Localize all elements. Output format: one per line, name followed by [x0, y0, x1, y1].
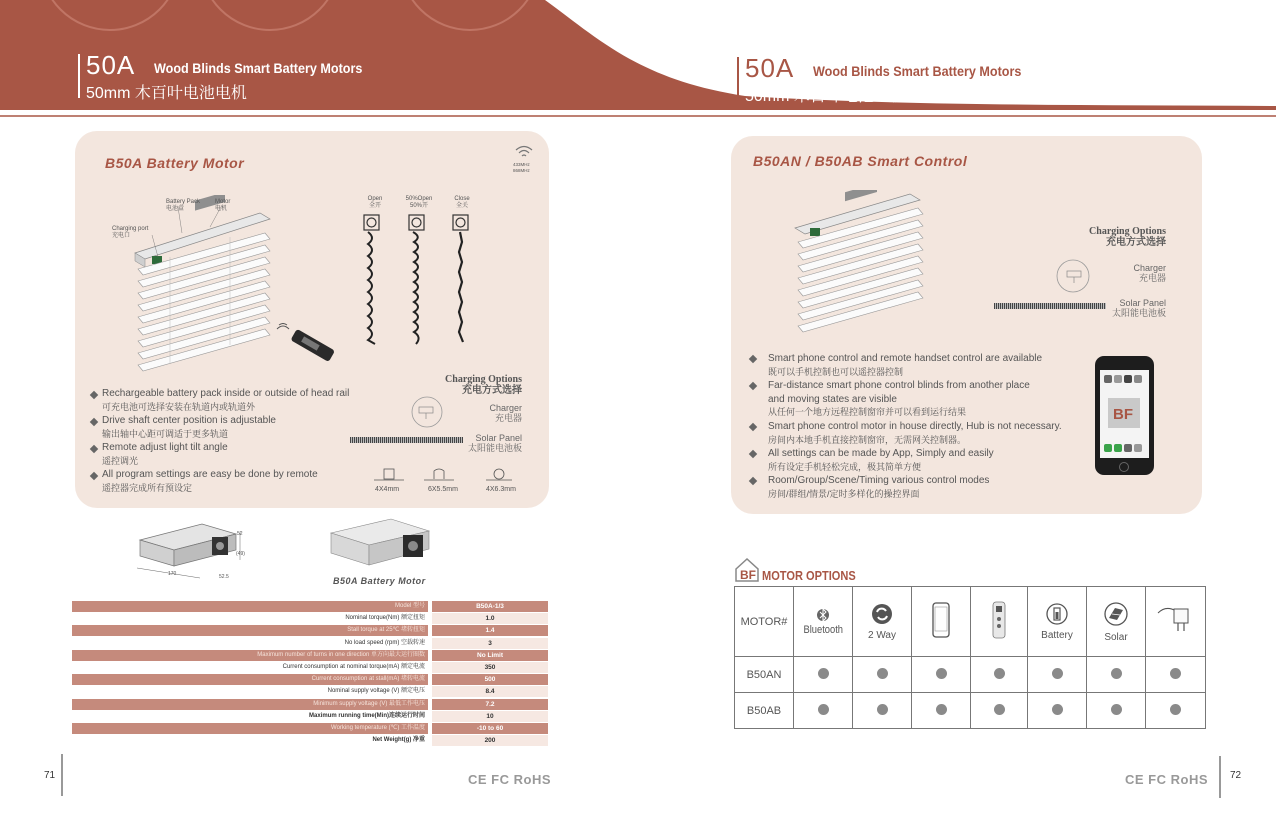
bf-house-icon: [734, 557, 760, 583]
left-solar-label: Solar Panel 太阳能电池板: [467, 433, 522, 453]
position-open-label: Open 全开: [367, 196, 383, 209]
remote-cell: [971, 587, 1028, 657]
dim-height: 52: [237, 531, 243, 537]
phone-cell: [912, 587, 971, 657]
availability-dot: [1170, 668, 1181, 679]
left-bullet-4: All program settings are easy be done by remote 遥控器完成所有预设定: [102, 469, 318, 493]
certification-marks-right: CE FC RoHS: [1125, 772, 1208, 787]
left-bullet-1: Rechargeable battery pack inside or outside of head rail 可充电池可选择安装在轨道内或轨道外: [102, 388, 350, 412]
motor-options-title: MOTOR OPTIONS: [762, 568, 856, 583]
page-divider: [61, 754, 63, 796]
header-title-en: Wood Blinds Smart Battery Motors: [154, 60, 363, 76]
motor-product-photo: [325, 515, 435, 575]
availability-dot: [1170, 704, 1181, 715]
frequency-label: 433MHz 868MHz: [513, 162, 530, 173]
right-charger-label: Charger 充电器: [1133, 263, 1166, 283]
right-bullet-1: Smart phone control and remote handset control are available 既可以手机控制也可以遥控器控制: [768, 353, 1043, 377]
right-solar-label: Solar Panel 太阳能电池板: [1111, 298, 1166, 318]
header-title-cn: 50mm 木百叶电池电机: [86, 85, 247, 102]
battery-cell: [1028, 587, 1087, 657]
availability-dot: [994, 704, 1005, 715]
wifi-icon: [515, 145, 533, 159]
left-charger-label: Charger 充电器: [489, 403, 522, 423]
availability-dot: [1052, 668, 1063, 679]
left-bullet-3: Remote adjust light tilt angle 遥控调光: [102, 442, 228, 466]
position-close-label: Close 全关: [454, 196, 470, 209]
header-title-cn: 50mm 木百叶电池电机: [745, 88, 906, 105]
spec-row: Nominal supply voltage (V) 额定电压 8.4: [72, 686, 548, 698]
table-header-row: [735, 587, 1206, 657]
right-bullet-3: Smart phone control motor in house directly, Hub is not necessary. 房间内本地手机直接控制窗帘，无需网关控制器。: [768, 421, 1062, 445]
bluetooth-icon: [817, 607, 829, 623]
spec-row: Maximum number of turns in one direction 单方向最大运行圈数 No Limit: [72, 650, 548, 662]
availability-dot: [994, 668, 1005, 679]
availability-dot: [936, 704, 947, 715]
page-divider: [1219, 756, 1221, 798]
spec-row: Working temperature (℃) 工作温度 -10 to 60: [72, 723, 548, 735]
spec-row: Maximum running time(Min)连续运行时间 10: [72, 711, 548, 723]
motor-label: Motor 电机: [215, 199, 231, 212]
solar-panel-icon: [350, 437, 463, 443]
solar-icon: [1103, 601, 1129, 627]
bf-logo-text: BF: [1113, 406, 1133, 423]
shaft-profiles-diagram: [370, 466, 530, 488]
two-way-cell: [853, 587, 912, 657]
motor-header-cell: MOTOR#: [735, 587, 794, 657]
left-panel-title: B50A Battery Motor: [105, 155, 245, 171]
availability-dot: [877, 704, 888, 715]
page-number-left: 71: [44, 770, 56, 781]
spec-row: Current consumption at nominal torque(mA) 额定电流 350: [72, 662, 548, 674]
svg-text:BF: BF: [740, 568, 756, 582]
battery-icon: [1046, 603, 1068, 625]
right-bullet-5: Room/Group/Scene/Timing various control modes 房间/群组/情景/定时多样化的操控界面: [768, 475, 990, 499]
spec-row: Stall torque at 25℃ 堵转扭矩 1.4: [72, 625, 548, 637]
motor-options-table: [734, 586, 1206, 729]
left-charging-title: Charging Options 充电方式选择: [445, 374, 522, 396]
smart-blinds-illustration: [790, 190, 940, 340]
availability-dot: [936, 668, 947, 679]
phone-home-button: [1119, 462, 1129, 472]
bluetooth-cell: [794, 587, 853, 657]
availability-dot: [818, 704, 829, 715]
availability-dot: [1111, 668, 1122, 679]
dim-height-alt: (49): [236, 551, 245, 557]
tilt-positions-diagram: [358, 212, 488, 352]
spec-row: Model 型号 B50A-1/3: [72, 601, 548, 613]
right-bullet-4: All settings can be made by App, Simply and easily 所有设定手机轻松完成，极其简单方便: [768, 448, 994, 472]
header-bar: [78, 54, 80, 98]
two-way-icon: [871, 603, 893, 625]
two-way-label: 2 Way: [868, 629, 896, 641]
availability-dot: [818, 668, 829, 679]
spec-row: Nominal torque(Nm) 额定扭矩 1.0: [72, 613, 548, 625]
dim-width: 52.5: [219, 574, 229, 580]
solar-label: Solar: [1104, 631, 1128, 643]
availability-dot: [877, 668, 888, 679]
charging-port-label: Charging port 充电口: [112, 226, 149, 239]
plug-charger-icon: [1156, 603, 1196, 637]
shaft-label-3: 4X6.3mm: [486, 486, 516, 493]
motor-dimension-drawing: [132, 520, 252, 582]
phone-app-icons: [1104, 375, 1145, 385]
spec-row: Net Weight(g) 净重 200: [72, 735, 548, 747]
spec-row: No load speed (rpm) 空载转速 3: [72, 638, 548, 650]
spec-table: [72, 601, 548, 747]
header-title-en: Wood Blinds Smart Battery Motors: [813, 63, 1022, 79]
header-bar: [737, 57, 739, 101]
right-charging-title: Charging Options 充电方式选择: [1089, 226, 1166, 248]
phone-screen: [1100, 370, 1149, 458]
position-half-label: 50%Open 50%开: [405, 196, 433, 209]
charger-cell: [1146, 587, 1206, 657]
charger-icon: [1055, 258, 1091, 294]
shaft-label-1: 4X4mm: [375, 486, 400, 493]
solar-panel-icon: [994, 303, 1106, 309]
header-code: 50A: [745, 53, 795, 83]
spec-row: Minimum supply voltage (V) 最低工作电压 7.2: [72, 699, 548, 711]
page-number-right: 72: [1230, 770, 1242, 781]
model-cell: B50AB: [735, 693, 794, 729]
phone-icon: [931, 602, 951, 638]
smartphone-illustration: [1095, 356, 1154, 475]
battery-pack-label: Battery Pack 电池盒: [166, 199, 201, 212]
availability-dot: [1052, 704, 1063, 715]
certification-marks-left: CE FC RoHS: [468, 772, 551, 787]
charger-icon: [410, 395, 444, 429]
shaft-label-2: 6X5.5mm: [428, 486, 458, 493]
solar-cell: [1087, 587, 1146, 657]
right-bullet-2: Far-distance smart phone control blinds from another place and moving states are visible 从任何一个地方远程控制窗帘并可以看到运行结果: [768, 380, 1030, 417]
bf-house-logo: [1108, 398, 1140, 428]
model-cell: B50AN: [735, 657, 794, 693]
battery-label: Battery: [1041, 629, 1073, 641]
bluetooth-label: Bluetooth: [803, 623, 843, 636]
product-caption: B50A Battery Motor: [333, 576, 426, 586]
dim-length: 170: [168, 571, 177, 577]
remote-control-icon: [275, 323, 337, 373]
availability-dot: [1111, 704, 1122, 715]
table-row: [735, 657, 1206, 693]
header-code: 50A: [86, 50, 136, 80]
right-panel-title: B50AN / B50AB Smart Control: [753, 153, 968, 169]
phone-dock-icons: [1104, 444, 1145, 453]
table-row: [735, 693, 1206, 729]
remote-icon: [992, 601, 1006, 639]
left-bullet-2: Drive shaft center position is adjustable 输出轴中心距可调适于更多轨道: [102, 415, 276, 439]
spec-row: Current consumption at stall(mA) 堵转电流 500: [72, 674, 548, 686]
